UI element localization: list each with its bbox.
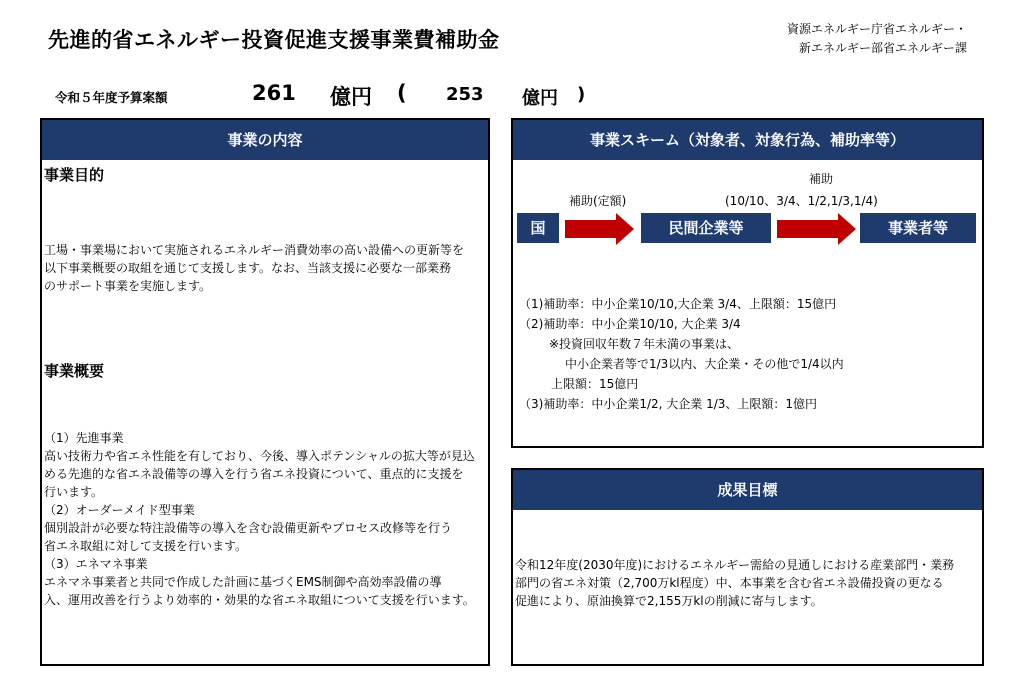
scheme-heading: 事業スキーム（対象者、対象行為、補助率等） <box>513 120 982 160</box>
box-operator: 事業者等 <box>860 213 976 243</box>
scheme-panel <box>511 118 984 448</box>
overview-line: エネマネ事業者と共同で作成した計画に基づくEMS制御や高効率設備の導 <box>44 575 442 589</box>
agency-line-2: 新エネルギー部省エネルギー課 <box>799 41 968 55</box>
overview-line: 高い技術力や省エネ性能を有しており、今後、導入ポテンシャルの拡大等が見込 <box>44 449 475 463</box>
business-content-heading: 事業の内容 <box>42 120 488 160</box>
results-line: 促進により、原油換算で2,155万klの削減に寄与します。 <box>515 594 823 608</box>
arrow2-head-icon <box>838 213 856 245</box>
arrow2-label-line1: 補助 <box>809 172 834 186</box>
overview-text <box>44 429 488 609</box>
arrow2-label-line2: (10/10、3/4、1/2,1/3,1/4) <box>725 194 878 208</box>
agency-line-1: 資源エネルギー庁省エネルギー・ <box>787 22 968 36</box>
overview-line: める先進的な省エネ設備等の導入を行う省エネ投資について、重点的に支援を <box>44 467 464 481</box>
budget-paren-open: ( <box>397 81 407 105</box>
arrow2-shaft <box>777 220 839 238</box>
scheme-rate-line: （1)補助率：中小企業10/10,大企業 3/4、上限額：15億円 <box>519 297 837 311</box>
overview-line: 入、運用改善を行うより効率的・効果的な省エネ取組について支援を行います。 <box>44 593 475 607</box>
budget-paren-close: ) <box>577 84 586 105</box>
page-title: 先進的省エネルギー投資促進支援事業費補助金 <box>48 28 500 52</box>
purpose-text <box>44 241 488 295</box>
overview-line: 省エネ取組に対して支援を行います。 <box>44 539 248 553</box>
agency-name <box>787 20 967 58</box>
budget-amount: 261 <box>252 81 296 105</box>
arrow1-shaft <box>565 220 617 238</box>
results-panel <box>511 468 984 666</box>
purpose-line: のサポート事業を実施します。 <box>44 279 212 293</box>
purpose-title: 事業目的 <box>44 166 105 184</box>
results-text <box>515 556 981 610</box>
scheme-rate-line: （2)補助率：中小企業10/10, 大企業 3/4 <box>519 317 741 331</box>
purpose-line: 以下事業概要の取組を通じて支援します。なお、当該支援に必要な一部業務 <box>44 261 452 275</box>
overview-line: （3）エネマネ事業 <box>44 557 148 571</box>
overview-title: 事業概要 <box>44 362 105 380</box>
overview-line: （1）先進事業 <box>44 431 124 445</box>
box-private-company: 民間企業等 <box>641 213 771 243</box>
scheme-note-line: ※投資回収年数７年未満の事業は、 <box>549 337 740 351</box>
results-line: 令和12年度(2030年度)におけるエネルギー需給の見通しにおける産業部門・業務 <box>515 558 955 572</box>
overview-line: 個別設計が必要な特注設備等の導入を含む設備更新やプロセス改修等を行う <box>44 521 453 535</box>
results-line: 部門の省エネ対策（2,700万kl程度）中、本事業を含む省エネ設備投資の更なる <box>515 576 944 590</box>
box-country: 国 <box>517 213 559 243</box>
budget-label: 令和５年度予算案額 <box>55 90 168 105</box>
scheme-rate-line: （3)補助率：中小企業1/2, 大企業 1/3、上限額：1億円 <box>519 397 818 411</box>
overview-line: 行います。 <box>44 485 104 499</box>
overview-line: （2）オーダーメイド型事業 <box>44 503 195 517</box>
scheme-note-line: 中小企業者等で1/3以内、大企業・その他で1/4以内 <box>565 357 844 371</box>
prior-budget-amount: 253 <box>446 84 484 105</box>
prior-budget-unit: 億円 <box>522 88 558 109</box>
results-heading: 成果目標 <box>513 470 982 510</box>
business-content-panel <box>40 118 490 666</box>
arrow1-head-icon <box>616 213 634 245</box>
purpose-line: 工場・事業場において実施されるエネルギー消費効率の高い設備への更新等を <box>44 243 465 257</box>
scheme-cap-line: 上限額：15億円 <box>551 377 639 391</box>
arrow1-label: 補助(定額) <box>569 194 627 208</box>
budget-unit: 億円 <box>330 85 372 109</box>
